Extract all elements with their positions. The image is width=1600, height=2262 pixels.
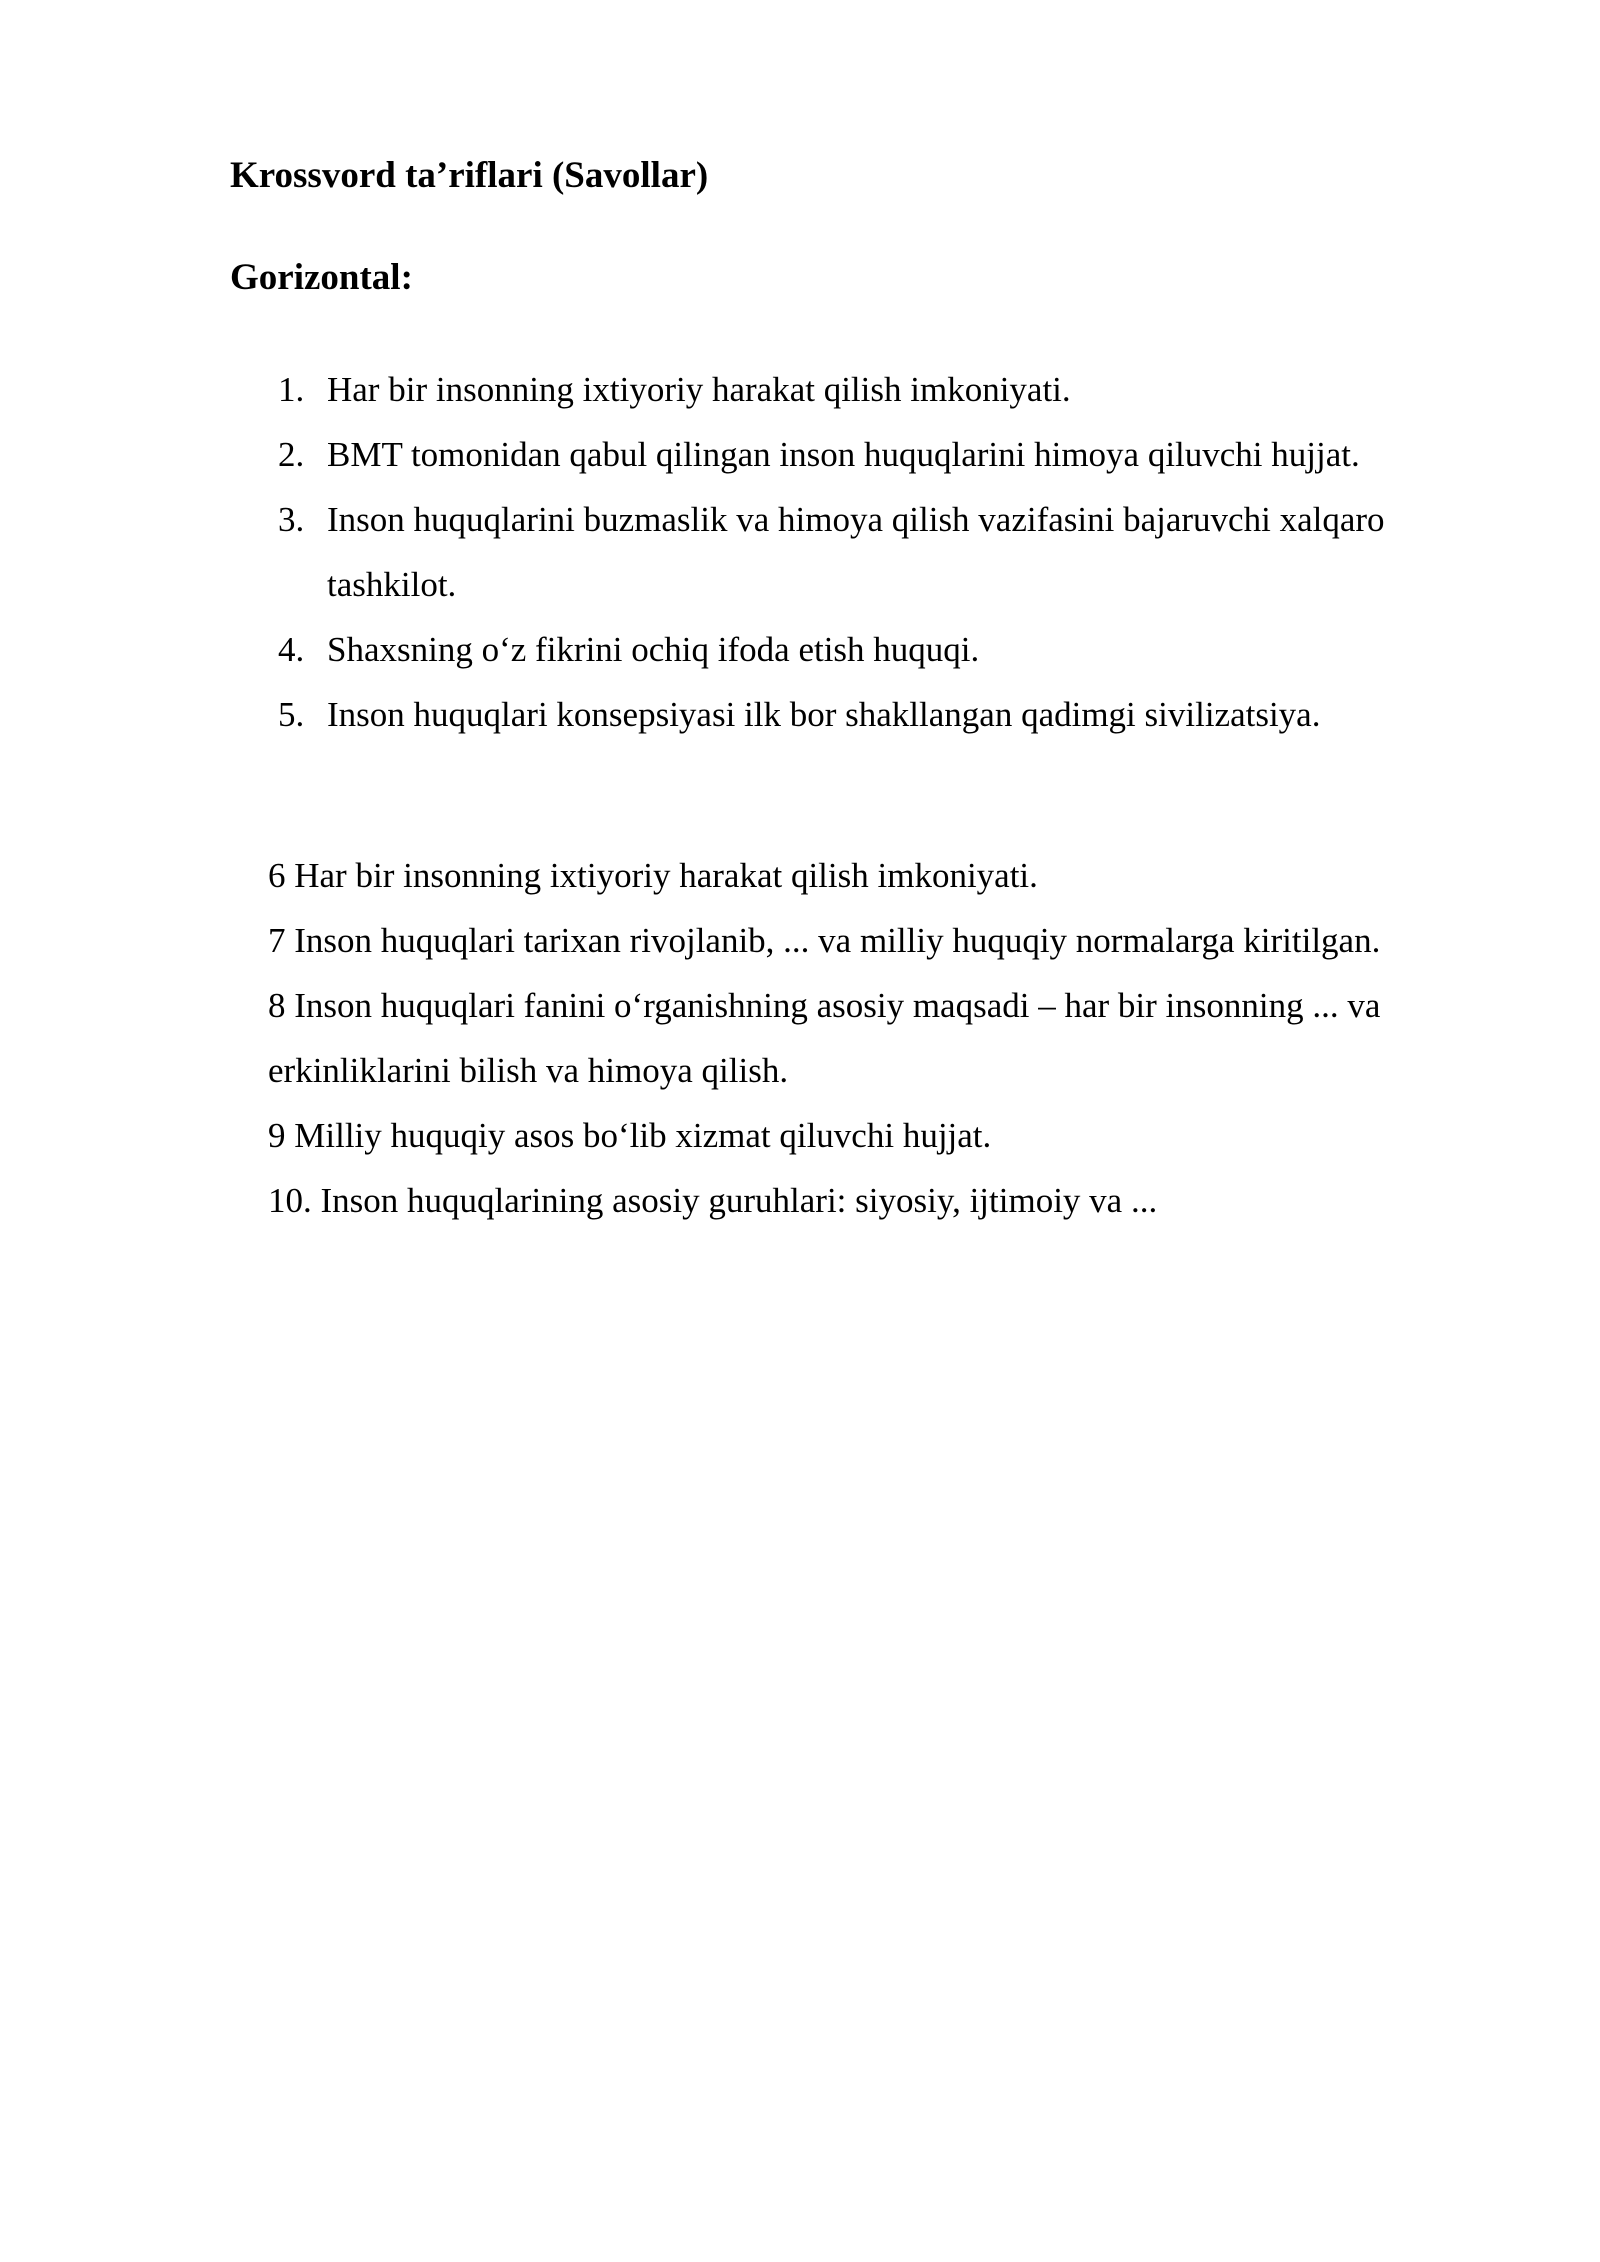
list-item: 8 Inson huquqlari fanini o‘rganishning asosiy maqsadi – har bir insonning ... va erkinliklarini bilish va himoya qilish. [268, 986, 1381, 1090]
list-item: 10. Inson huquqlarining asosiy guruhlari: siyosiy, ijtimoiy va ... [268, 1181, 1158, 1220]
item-text: Inson huquqlari konsepsiyasi ilk bor shakllangan qadimgi sivilizatsiya. [327, 695, 1321, 734]
item-text: Shaxsning o‘z fikrini ochiq ifoda etish huquqi. [327, 630, 980, 669]
list-item [0, 487, 1600, 617]
item-number: 1. [278, 370, 305, 409]
item-number: 5. [278, 695, 305, 734]
item-text: Inson huquqlarini buzmaslik va himoya qilish vazifasini bajaruvchi xalqaro tashkilot. [327, 500, 1385, 604]
section-heading: Gorizontal: [230, 257, 413, 298]
plain-clue-list [268, 843, 1488, 1233]
list-item: 6 Har bir insonning ixtiyoriy harakat qilish imkoniyati. [268, 856, 1038, 895]
item-text: Har bir insonning ixtiyoriy harakat qilish imkoniyati. [327, 370, 1071, 409]
item-number: 3. [278, 500, 305, 539]
document-title: Krossvord ta’riflari (Savollar) [230, 155, 709, 196]
list-item [0, 682, 1600, 747]
list-item [0, 422, 1600, 487]
numbered-clue-list [0, 357, 1600, 747]
list-item [0, 617, 1600, 682]
list-item [0, 357, 1600, 422]
list-item: 9 Milliy huquqiy asos bo‘lib xizmat qiluvchi hujjat. [268, 1116, 992, 1155]
list-item: 7 Inson huquqlari tarixan rivojlanib, ... va milliy huquqiy normalarga kiritilgan. [268, 921, 1381, 960]
item-text: BMT tomonidan qabul qilingan inson huquqlarini himoya qiluvchi hujjat. [327, 435, 1360, 474]
item-number: 4. [278, 630, 305, 669]
item-number: 2. [278, 435, 305, 474]
